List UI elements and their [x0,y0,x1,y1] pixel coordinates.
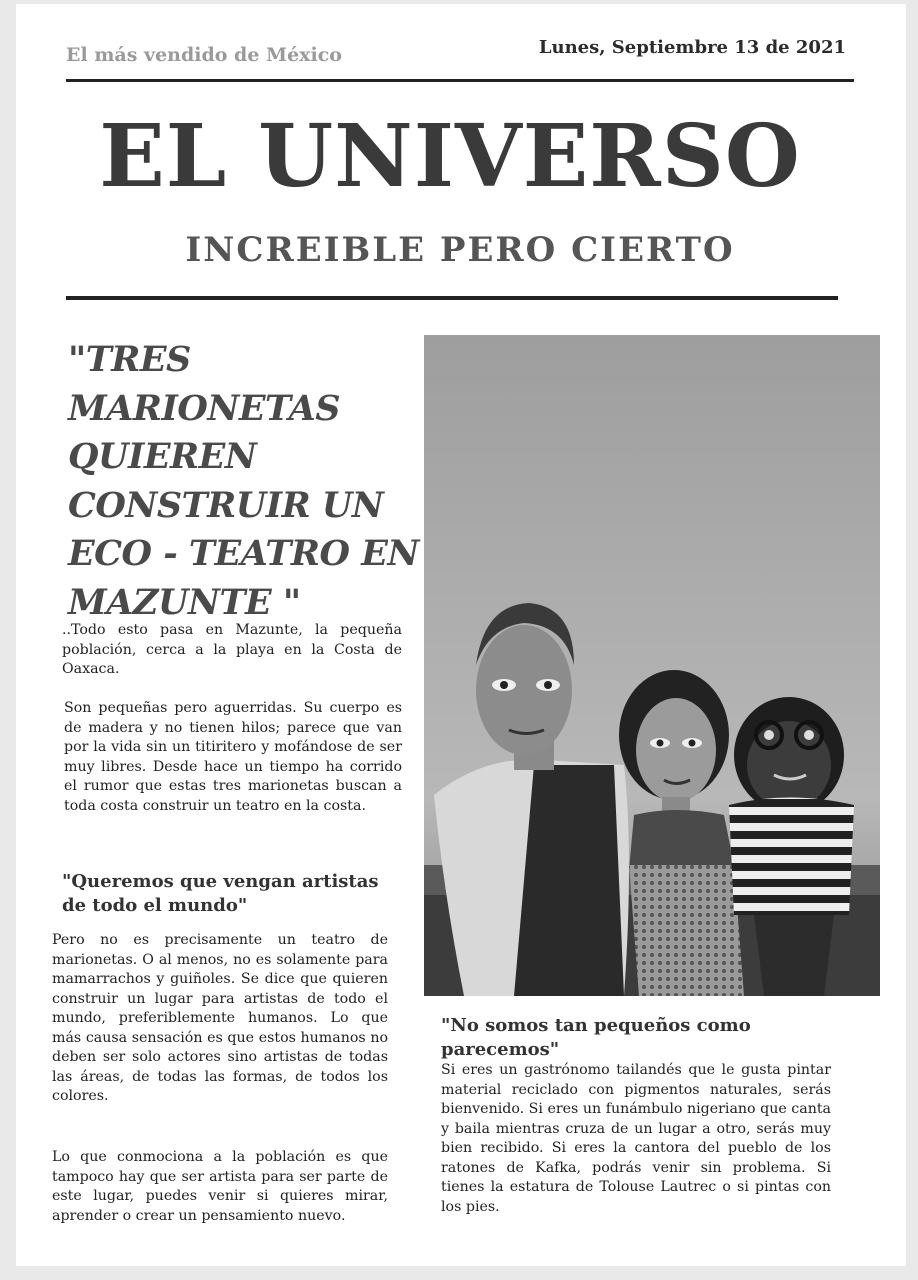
article-intro: ..Todo esto pasa en Mazunte, la pequeña población, cerca a la playa en la Costa de Oaxaca. [62,622,402,677]
article-subhead: "Queremos que vengan artistas de todo el mundo" [62,871,379,916]
article-paragraph: Pero no es precisamente un teatro de marionetas. O al menos, no es solamente para mamarrachos y guiñoles. Se dice que quieren construir un lugar para artistas de todo el mundo, preferiblemente humanos. Lo que más causa sensación es que estos humanos no deben ser solo actores sino artistas de todas las áreas, de todas las formas, de todos los colores. [52,932,388,1104]
article-subhead: "No somos tan pequeños como parecemos" [441,1015,751,1060]
puppets-photo [424,335,880,996]
masthead: EL UNIVERSO [99,106,801,207]
top-divider [66,79,854,82]
article-headline: "TRES MARIONETAS QUIEREN CONSTRUIR UN ECO - TEATRO EN MAZUNTE " [68,339,419,623]
article-paragraph: Son pequeñas pero aguerridas. Su cuerpo es de madera y no tienen hilos; parece que van por la vida sin un titiritero y mofándose de ser muy libres. Desde hace un tiempo ha corrido el rumor que estas tres marionetas buscan a toda costa construir un teatro en la costa. [64,700,402,814]
masthead-subtitle: INCREIBLE PERO CIERTO [185,230,735,270]
tagline: El más vendido de México [66,44,342,66]
article-paragraph: Lo que conmociona a la población es que tampoco hay que ser artista para ser parte de este lugar, puedes venir si quieres mirar, aprender o crear un pensamiento nuevo. [52,1149,388,1224]
masthead-divider [66,296,838,300]
issue-date: Lunes, Septiembre 13 de 2021 [538,37,846,58]
article-paragraph: Si eres un gastrónomo tailandés que le gusta pintar material reciclado con pigmentos naturales, serás bienvenido. Si eres un funámbulo nigeriano que canta y baila mientras cruza de un lugar a otro, serás muy bien recibido. Si eres la cantora del pueblo de los ratones de Kafka, podrás venir sin problema. Si tienes la estatura de Tolouse Lautrec o si pintas con los pies. [441,1062,831,1215]
